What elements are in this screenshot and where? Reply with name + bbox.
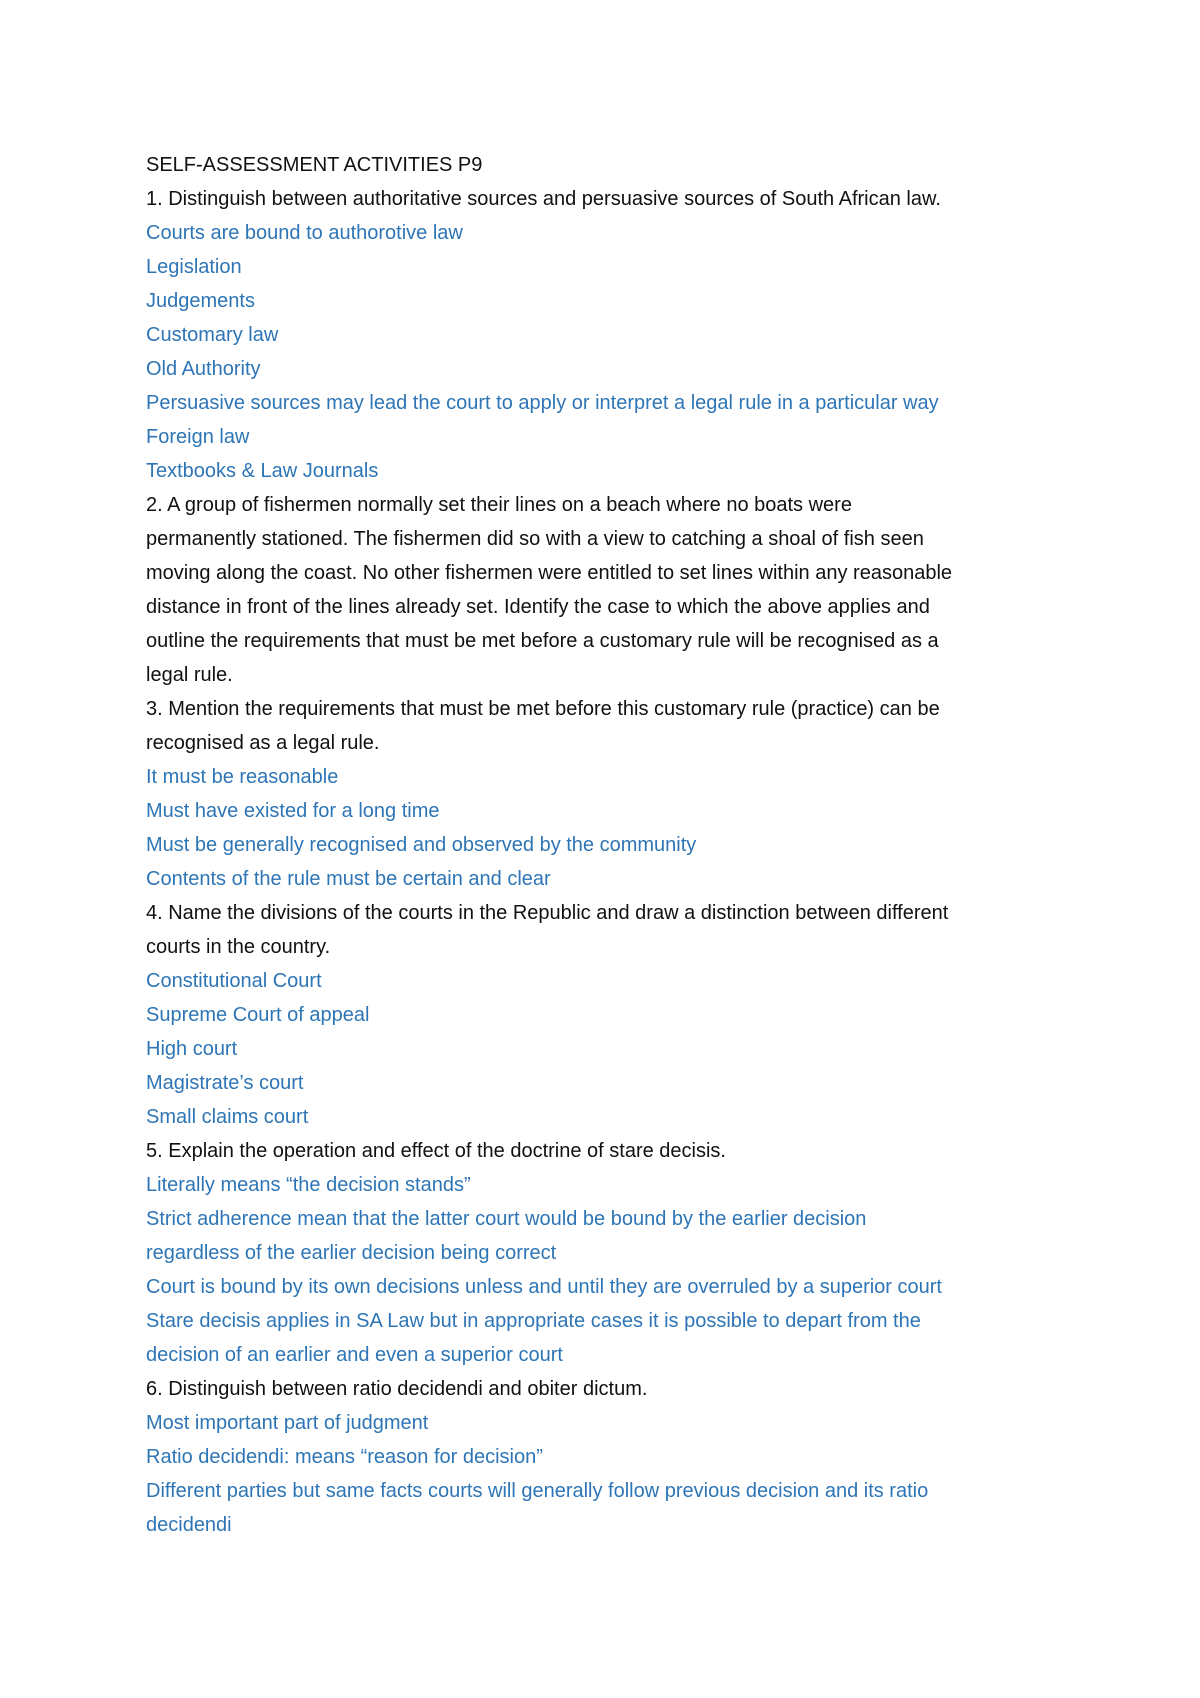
question-line: outline the requirements that must be met before a customary rule will be recognised as a	[146, 630, 939, 652]
answer-line: Constitutional Court	[146, 970, 322, 992]
answer-line: Legislation	[146, 256, 242, 278]
answer-line: Foreign law	[146, 426, 250, 448]
question-line: 3. Mention the requirements that must be met before this customary rule (practice) can be	[146, 698, 940, 720]
answer-line: Different parties but same facts courts will generally follow previous decision and its ratio	[146, 1480, 929, 1502]
document-title: SELF-ASSESSMENT ACTIVITIES P9	[146, 154, 483, 176]
question-line: courts in the country.	[146, 936, 331, 958]
answer-line: Stare decisis applies in SA Law but in appropriate cases it is possible to depart from the	[146, 1310, 921, 1332]
answer-line: Ratio decidendi: means “reason for decision”	[146, 1446, 543, 1468]
document-lines	[146, 182, 1086, 1542]
question-line: moving along the coast. No other fishermen were entitled to set lines within any reasonable	[146, 562, 953, 584]
question-line: 4. Name the divisions of the courts in the Republic and draw a distinction between different	[146, 902, 949, 924]
answer-line: Literally means “the decision stands”	[146, 1174, 471, 1196]
answer-line: Contents of the rule must be certain and clear	[146, 868, 551, 890]
answer-line: Old Authority	[146, 358, 261, 380]
answer-line: It must be reasonable	[146, 766, 339, 788]
answer-line: Most important part of judgment	[146, 1412, 429, 1434]
question-line: 1. Distinguish between authoritative sources and persuasive sources of South African law.	[146, 188, 941, 210]
answer-line: Supreme Court of appeal	[146, 1004, 370, 1026]
answer-line: regardless of the earlier decision being correct	[146, 1242, 557, 1264]
answer-line: Textbooks & Law Journals	[146, 460, 379, 482]
answer-line: Small claims court	[146, 1106, 309, 1128]
answer-line: Must be generally recognised and observed by the community	[146, 834, 697, 856]
answer-line: decision of an earlier and even a superior court	[146, 1344, 563, 1366]
answer-line: Strict adherence mean that the latter court would be bound by the earlier decision	[146, 1208, 867, 1230]
question-line: 2. A group of fishermen normally set their lines on a beach where no boats were	[146, 494, 852, 516]
answer-line: Courts are bound to authorotive law	[146, 222, 463, 244]
question-line: distance in front of the lines already set. Identify the case to which the above applies and	[146, 596, 930, 618]
answer-line: decidendi	[146, 1514, 232, 1536]
question-line: 5. Explain the operation and effect of the doctrine of stare decisis.	[146, 1140, 726, 1162]
question-line: recognised as a legal rule.	[146, 732, 380, 754]
document-body	[146, 148, 1086, 1542]
answer-line: Must have existed for a long time	[146, 800, 440, 822]
question-line: legal rule.	[146, 664, 233, 686]
answer-line: Judgements	[146, 290, 255, 312]
answer-line: High court	[146, 1038, 238, 1060]
answer-line: Customary law	[146, 324, 279, 346]
answer-line: Persuasive sources may lead the court to apply or interpret a legal rule in a particular way	[146, 392, 939, 414]
question-line: permanently stationed. The fishermen did so with a view to catching a shoal of fish seen	[146, 528, 924, 550]
answer-line: Court is bound by its own decisions unless and until they are overruled by a superior court	[146, 1276, 942, 1298]
answer-line: Magistrate’s court	[146, 1072, 304, 1094]
question-line: 6. Distinguish between ratio decidendi and obiter dictum.	[146, 1378, 648, 1400]
